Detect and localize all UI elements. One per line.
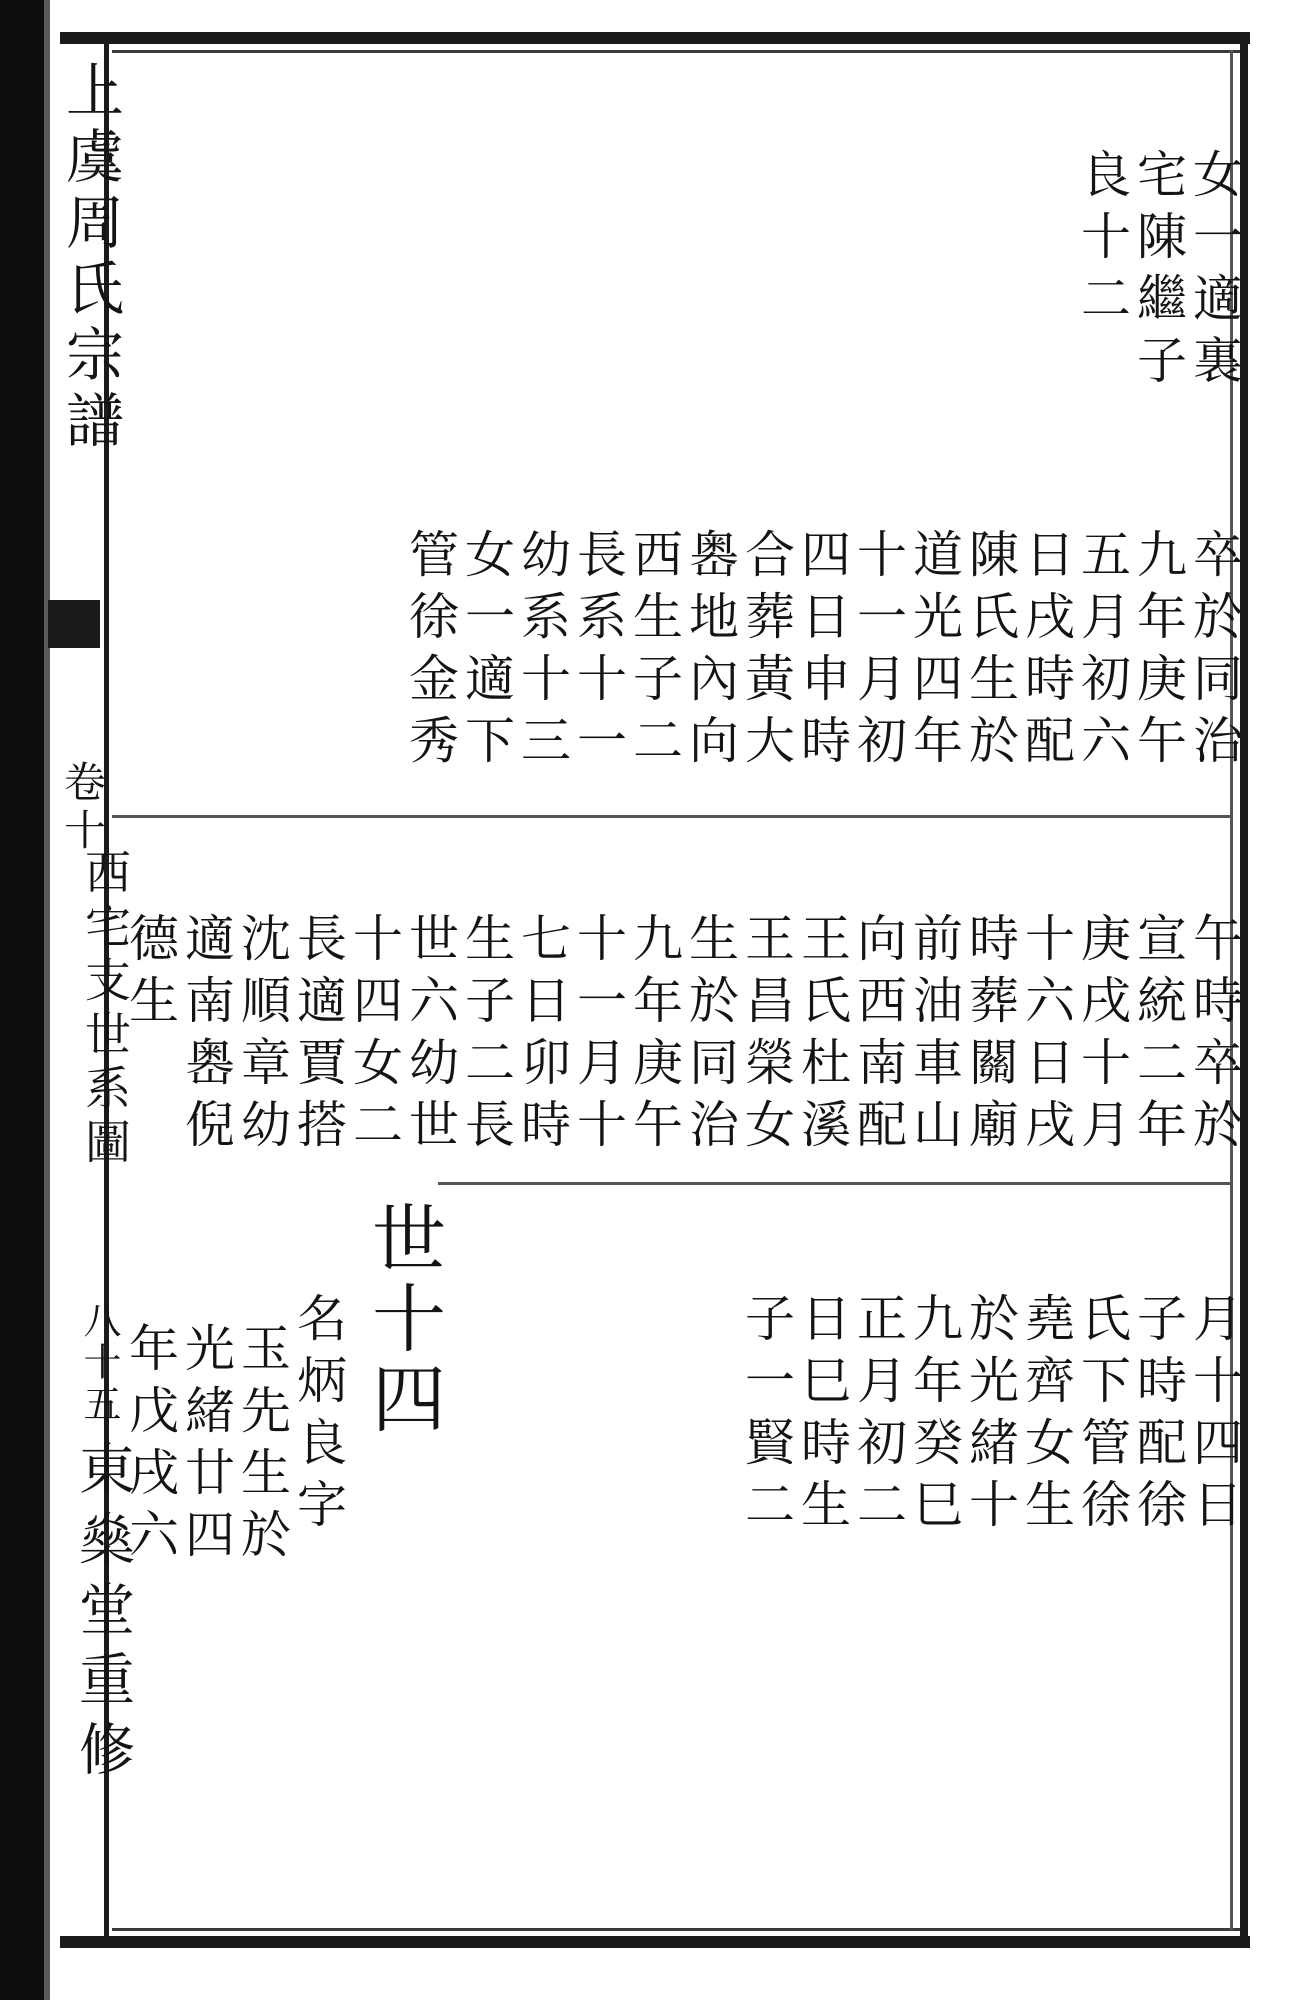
bottom-right-column-2: 子時配徐 [1129,1292,1187,1540]
top-column-1: 女一適裏 [1185,148,1243,396]
page-frame-inner-bottom [112,1928,1240,1931]
bottom-right-column-7: 正月初二 [849,1292,907,1540]
bottom-right-column-5: 於光緒十 [961,1292,1019,1540]
generation-label: 世十四 [360,1200,446,1440]
lower-column-18: 沈順章幼 [233,912,291,1160]
bottom-left-column-2: 玉先生於 [233,1322,291,1570]
page-frame-bottom [60,1936,1250,1948]
lower-column-8: 王氏杜溪 [793,912,851,1160]
top-column-2: 宅陳繼子 [1129,148,1187,396]
lower-column-7: 向西南配 [849,912,907,1160]
bottom-right-column-9: 子一賢二 [737,1292,795,1540]
middle-column-5: 陳氏生於 [961,528,1019,776]
middle-column-6: 道光四年 [905,528,963,776]
lower-column-19: 適南嶴倪 [177,912,235,1160]
section-divider-1 [112,815,1230,818]
middle-column-3: 五月初六 [1073,528,1131,776]
lower-column-12: 十一月十 [569,912,627,1160]
middle-column-7: 十一月初 [849,528,907,776]
middle-column-1: 卒於同治 [1185,528,1243,776]
lower-column-11: 九年庚午 [625,912,683,1160]
lower-column-5: 時葬關廟 [961,912,1019,1160]
bottom-left-column-1: 名炳良字 [289,1292,347,1540]
lower-column-17: 長適賈搭 [289,912,347,1160]
section-divider-2 [438,1182,1230,1185]
lower-column-6: 前油車山 [905,912,963,1160]
spine-volume: 卷十 [58,760,107,856]
spine-page-number: 八十五 [77,1300,121,1426]
bottom-left-column-3: 光緒廿四 [177,1322,235,1570]
middle-column-2: 九年庚午 [1129,528,1187,776]
middle-column-9: 合葬黃大 [737,528,795,776]
bottom-right-column-3: 氏下管徐 [1073,1292,1131,1540]
lower-column-9: 王昌榮女 [737,912,795,1160]
lower-column-2: 宣統二年 [1129,912,1187,1160]
bottom-right-column-4: 堯齊女生 [1017,1292,1075,1540]
lower-column-13: 七日卯時 [513,912,571,1160]
top-column-3: 良十二 [1073,148,1131,334]
lower-column-14: 生子二長 [457,912,515,1160]
middle-column-12: 長系十一 [569,528,627,776]
lower-column-4: 十六日戌 [1017,912,1075,1160]
spine-hall-name: 東燊堂重修 [70,1440,135,1790]
page-frame-top [60,32,1250,44]
bottom-right-column-8: 日巳時生 [793,1292,851,1540]
lower-column-20: 德生 [121,912,179,1036]
middle-column-15: 管徐金秀 [401,528,459,776]
bottom-left-column-4: 年戊戌六 [121,1322,179,1570]
page-frame-inner-top [112,50,1240,53]
spine-book-title: 上虞周氏宗譜 [56,60,124,456]
middle-column-8: 四日申時 [793,528,851,776]
fish-tail-mark [48,600,100,648]
middle-column-13: 幼系十三 [513,528,571,776]
middle-column-11: 西生子二 [625,528,683,776]
lower-column-15: 世六幼世 [401,912,459,1160]
lower-column-1: 午時卒於 [1185,912,1243,1160]
bottom-right-column-6: 九年癸巳 [905,1292,963,1540]
middle-column-10: 嶴地內向 [681,528,739,776]
bottom-right-column-1: 月十四日 [1185,1292,1243,1540]
book-binding-edge [0,0,44,2000]
lower-column-3: 庚戌十月 [1073,912,1131,1160]
lower-column-16: 十四女二 [345,912,403,1160]
middle-column-4: 日戌時配 [1017,528,1075,776]
lower-column-10: 生於同治 [681,912,739,1160]
spine-section-title: 西宅支世系圖 [78,848,132,1172]
middle-column-14: 女一適下 [457,528,515,776]
